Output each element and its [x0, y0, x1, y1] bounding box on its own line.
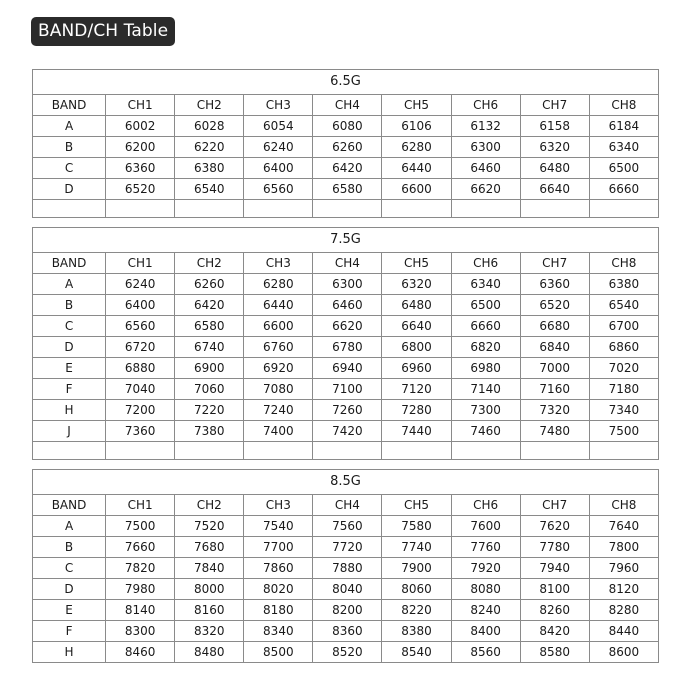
channel-cell: 6240: [106, 274, 175, 295]
empty-cell: [175, 200, 244, 218]
channel-cell: 7900: [382, 558, 451, 579]
table-row: [33, 137, 659, 158]
channel-cell: 8180: [244, 600, 313, 621]
channel-cell: 7920: [451, 558, 520, 579]
channel-cell: 6580: [313, 179, 382, 200]
band-cell: B: [33, 137, 106, 158]
table-row: [33, 642, 659, 663]
channel-cell: 7820: [106, 558, 175, 579]
channel-cell: 8140: [106, 600, 175, 621]
channel-cell: 6520: [520, 295, 589, 316]
channel-cell: 6280: [244, 274, 313, 295]
channel-cell: 8300: [106, 621, 175, 642]
channel-cell: 7520: [175, 516, 244, 537]
band-cell: D: [33, 337, 106, 358]
channel-cell: 8320: [175, 621, 244, 642]
channel-cell: 7560: [313, 516, 382, 537]
channel-cell: 7020: [589, 358, 658, 379]
column-header: CH4: [313, 253, 382, 274]
table-row: [33, 295, 659, 316]
channel-cell: 8100: [520, 579, 589, 600]
channel-cell: 6860: [589, 337, 658, 358]
empty-cell: [33, 200, 106, 218]
column-header: CH7: [520, 253, 589, 274]
empty-cell: [313, 200, 382, 218]
channel-cell: 7360: [106, 421, 175, 442]
channel-cell: 6600: [382, 179, 451, 200]
channel-cell: 7500: [106, 516, 175, 537]
channel-cell: 6028: [175, 116, 244, 137]
table-row: [33, 337, 659, 358]
column-header: BAND: [33, 253, 106, 274]
channel-cell: 8240: [451, 600, 520, 621]
channel-cell: 7340: [589, 400, 658, 421]
band-cell: E: [33, 358, 106, 379]
channel-cell: 7320: [520, 400, 589, 421]
spacer-row: [33, 442, 659, 460]
channel-cell: 7380: [175, 421, 244, 442]
channel-cell: 6320: [520, 137, 589, 158]
channel-cell: 6580: [175, 316, 244, 337]
channel-cell: 8360: [313, 621, 382, 642]
channel-cell: 6240: [244, 137, 313, 158]
channel-cell: 8220: [382, 600, 451, 621]
column-header: CH2: [175, 495, 244, 516]
column-header: CH3: [244, 95, 313, 116]
channel-cell: 6940: [313, 358, 382, 379]
channel-cell: 7220: [175, 400, 244, 421]
channel-cell: 7760: [451, 537, 520, 558]
column-header: CH7: [520, 95, 589, 116]
column-header: CH1: [106, 495, 175, 516]
table-row: [33, 358, 659, 379]
column-header: CH8: [589, 253, 658, 274]
column-header: CH7: [520, 495, 589, 516]
table-header-row: [33, 495, 659, 516]
channel-cell: 6400: [106, 295, 175, 316]
channel-cell: 7740: [382, 537, 451, 558]
channel-cell: 7780: [520, 537, 589, 558]
channel-cell: 6640: [520, 179, 589, 200]
channel-cell: 7720: [313, 537, 382, 558]
channel-cell: 6620: [451, 179, 520, 200]
table-row: [33, 421, 659, 442]
empty-cell: [451, 200, 520, 218]
channel-cell: 6260: [313, 137, 382, 158]
channel-cell: 8260: [520, 600, 589, 621]
channel-cell: 6820: [451, 337, 520, 358]
channel-cell: 6500: [589, 158, 658, 179]
column-header: CH2: [175, 95, 244, 116]
table-row: [33, 621, 659, 642]
channel-cell: 6640: [382, 316, 451, 337]
section-title-row: [33, 470, 659, 495]
table-row: [33, 179, 659, 200]
column-header: CH4: [313, 95, 382, 116]
band-cell: C: [33, 158, 106, 179]
channel-cell: 8060: [382, 579, 451, 600]
section-title: 8.5G: [33, 470, 659, 495]
channel-cell: 6560: [244, 179, 313, 200]
channel-cell: 6660: [589, 179, 658, 200]
band-cell: H: [33, 400, 106, 421]
channel-cell: 8460: [106, 642, 175, 663]
channel-cell: 6900: [175, 358, 244, 379]
channel-cell: 6260: [175, 274, 244, 295]
band-cell: D: [33, 179, 106, 200]
column-header: BAND: [33, 95, 106, 116]
column-header: CH6: [451, 495, 520, 516]
band-cell: E: [33, 600, 106, 621]
channel-cell: 6760: [244, 337, 313, 358]
channel-cell: 6980: [451, 358, 520, 379]
channel-cell: 7480: [520, 421, 589, 442]
channel-cell: 7140: [451, 379, 520, 400]
band-cell: B: [33, 295, 106, 316]
empty-cell: [33, 442, 106, 460]
table-row: [33, 379, 659, 400]
channel-cell: 6002: [106, 116, 175, 137]
channel-cell: 7400: [244, 421, 313, 442]
table-row: [33, 600, 659, 621]
column-header: CH8: [589, 95, 658, 116]
channel-cell: 6280: [382, 137, 451, 158]
channel-cell: 7440: [382, 421, 451, 442]
column-header: BAND: [33, 495, 106, 516]
band-cell: A: [33, 516, 106, 537]
section-title-row: [33, 70, 659, 95]
column-header: CH1: [106, 253, 175, 274]
band-table-7-5g: [32, 227, 659, 460]
table-row: [33, 158, 659, 179]
empty-cell: [244, 442, 313, 460]
channel-cell: 6500: [451, 295, 520, 316]
channel-cell: 7860: [244, 558, 313, 579]
band-cell: C: [33, 316, 106, 337]
channel-cell: 8040: [313, 579, 382, 600]
channel-cell: 8020: [244, 579, 313, 600]
channel-cell: 7680: [175, 537, 244, 558]
column-header: CH1: [106, 95, 175, 116]
band-table-8-5g: [32, 469, 659, 663]
channel-cell: 6300: [313, 274, 382, 295]
channel-cell: 6220: [175, 137, 244, 158]
channel-cell: 6480: [382, 295, 451, 316]
channel-cell: 7180: [589, 379, 658, 400]
channel-cell: 6420: [175, 295, 244, 316]
channel-cell: 6132: [451, 116, 520, 137]
band-cell: F: [33, 621, 106, 642]
band-cell: B: [33, 537, 106, 558]
channel-cell: 6200: [106, 137, 175, 158]
channel-cell: 7060: [175, 379, 244, 400]
column-header: CH5: [382, 95, 451, 116]
channel-cell: 7500: [589, 421, 658, 442]
channel-cell: 6380: [175, 158, 244, 179]
column-header: CH6: [451, 95, 520, 116]
channel-cell: 8520: [313, 642, 382, 663]
table-row: [33, 558, 659, 579]
channel-cell: 7620: [520, 516, 589, 537]
section-title-row: [33, 228, 659, 253]
empty-cell: [451, 442, 520, 460]
channel-cell: 6460: [313, 295, 382, 316]
channel-cell: 7260: [313, 400, 382, 421]
channel-cell: 7240: [244, 400, 313, 421]
table-row: [33, 537, 659, 558]
channel-cell: 6054: [244, 116, 313, 137]
band-cell: A: [33, 274, 106, 295]
channel-cell: 8540: [382, 642, 451, 663]
channel-cell: 7940: [520, 558, 589, 579]
channel-cell: 7200: [106, 400, 175, 421]
empty-cell: [244, 200, 313, 218]
channel-cell: 6600: [244, 316, 313, 337]
channel-cell: 7280: [382, 400, 451, 421]
channel-cell: 6740: [175, 337, 244, 358]
channel-cell: 8280: [589, 600, 658, 621]
table-header-row: [33, 95, 659, 116]
column-header: CH2: [175, 253, 244, 274]
channel-cell: 8560: [451, 642, 520, 663]
channel-cell: 7980: [106, 579, 175, 600]
channel-cell: 6720: [106, 337, 175, 358]
column-header: CH5: [382, 253, 451, 274]
channel-cell: 7040: [106, 379, 175, 400]
channel-cell: 7700: [244, 537, 313, 558]
channel-cell: 6520: [106, 179, 175, 200]
channel-cell: 6540: [589, 295, 658, 316]
channel-cell: 8380: [382, 621, 451, 642]
channel-cell: 6660: [451, 316, 520, 337]
table-row: [33, 274, 659, 295]
channel-cell: 7300: [451, 400, 520, 421]
empty-cell: [520, 442, 589, 460]
channel-cell: 6880: [106, 358, 175, 379]
channel-cell: 6340: [451, 274, 520, 295]
channel-cell: 8080: [451, 579, 520, 600]
empty-cell: [520, 200, 589, 218]
channel-cell: 7420: [313, 421, 382, 442]
channel-cell: 7000: [520, 358, 589, 379]
channel-cell: 6340: [589, 137, 658, 158]
channel-cell: 8600: [589, 642, 658, 663]
channel-cell: 6960: [382, 358, 451, 379]
channel-cell: 6184: [589, 116, 658, 137]
channel-cell: 6440: [382, 158, 451, 179]
empty-cell: [382, 442, 451, 460]
table-header-row: [33, 253, 659, 274]
channel-cell: 8340: [244, 621, 313, 642]
channel-cell: 7640: [589, 516, 658, 537]
band-cell: F: [33, 379, 106, 400]
channel-cell: 6106: [382, 116, 451, 137]
channel-cell: 7800: [589, 537, 658, 558]
column-header: CH6: [451, 253, 520, 274]
channel-cell: 6400: [244, 158, 313, 179]
channel-cell: 8420: [520, 621, 589, 642]
channel-cell: 6680: [520, 316, 589, 337]
band-cell: C: [33, 558, 106, 579]
column-header: CH3: [244, 495, 313, 516]
empty-cell: [175, 442, 244, 460]
column-header: CH5: [382, 495, 451, 516]
band-cell: A: [33, 116, 106, 137]
column-header: CH3: [244, 253, 313, 274]
channel-cell: 6800: [382, 337, 451, 358]
column-header: CH8: [589, 495, 658, 516]
table-row: [33, 579, 659, 600]
channel-cell: 6700: [589, 316, 658, 337]
channel-cell: 6920: [244, 358, 313, 379]
channel-cell: 7100: [313, 379, 382, 400]
table-row: [33, 516, 659, 537]
channel-cell: 7660: [106, 537, 175, 558]
channel-cell: 7540: [244, 516, 313, 537]
channel-cell: 6320: [382, 274, 451, 295]
channel-cell: 6440: [244, 295, 313, 316]
channel-cell: 6158: [520, 116, 589, 137]
page-title: BAND/CH Table: [31, 17, 175, 46]
empty-cell: [589, 442, 658, 460]
channel-cell: 6540: [175, 179, 244, 200]
channel-cell: 6780: [313, 337, 382, 358]
channel-cell: 8120: [589, 579, 658, 600]
table-row: [33, 400, 659, 421]
channel-cell: 6080: [313, 116, 382, 137]
empty-cell: [589, 200, 658, 218]
channel-cell: 6560: [106, 316, 175, 337]
channel-cell: 7120: [382, 379, 451, 400]
empty-cell: [313, 442, 382, 460]
channel-cell: 6460: [451, 158, 520, 179]
spacer-row: [33, 200, 659, 218]
channel-cell: 7880: [313, 558, 382, 579]
empty-cell: [382, 200, 451, 218]
channel-cell: 8200: [313, 600, 382, 621]
channel-cell: 6840: [520, 337, 589, 358]
channel-cell: 7600: [451, 516, 520, 537]
table-row: [33, 116, 659, 137]
channel-cell: 6380: [589, 274, 658, 295]
channel-cell: 8580: [520, 642, 589, 663]
channel-cell: 6620: [313, 316, 382, 337]
channel-cell: 7080: [244, 379, 313, 400]
column-header: CH4: [313, 495, 382, 516]
channel-cell: 7960: [589, 558, 658, 579]
band-cell: D: [33, 579, 106, 600]
empty-cell: [106, 200, 175, 218]
channel-cell: 6360: [520, 274, 589, 295]
section-title: 7.5G: [33, 228, 659, 253]
section-title: 6.5G: [33, 70, 659, 95]
channel-cell: 7160: [520, 379, 589, 400]
channel-cell: 6360: [106, 158, 175, 179]
channel-cell: 8440: [589, 621, 658, 642]
empty-cell: [106, 442, 175, 460]
channel-cell: 6420: [313, 158, 382, 179]
channel-cell: 8000: [175, 579, 244, 600]
band-table-6-5g: [32, 69, 659, 218]
channel-cell: 8400: [451, 621, 520, 642]
band-cell: J: [33, 421, 106, 442]
band-cell: H: [33, 642, 106, 663]
channel-cell: 8160: [175, 600, 244, 621]
table-row: [33, 316, 659, 337]
channel-cell: 7840: [175, 558, 244, 579]
channel-cell: 8500: [244, 642, 313, 663]
channel-cell: 7580: [382, 516, 451, 537]
channel-cell: 6300: [451, 137, 520, 158]
channel-cell: 6480: [520, 158, 589, 179]
channel-cell: 7460: [451, 421, 520, 442]
channel-cell: 8480: [175, 642, 244, 663]
